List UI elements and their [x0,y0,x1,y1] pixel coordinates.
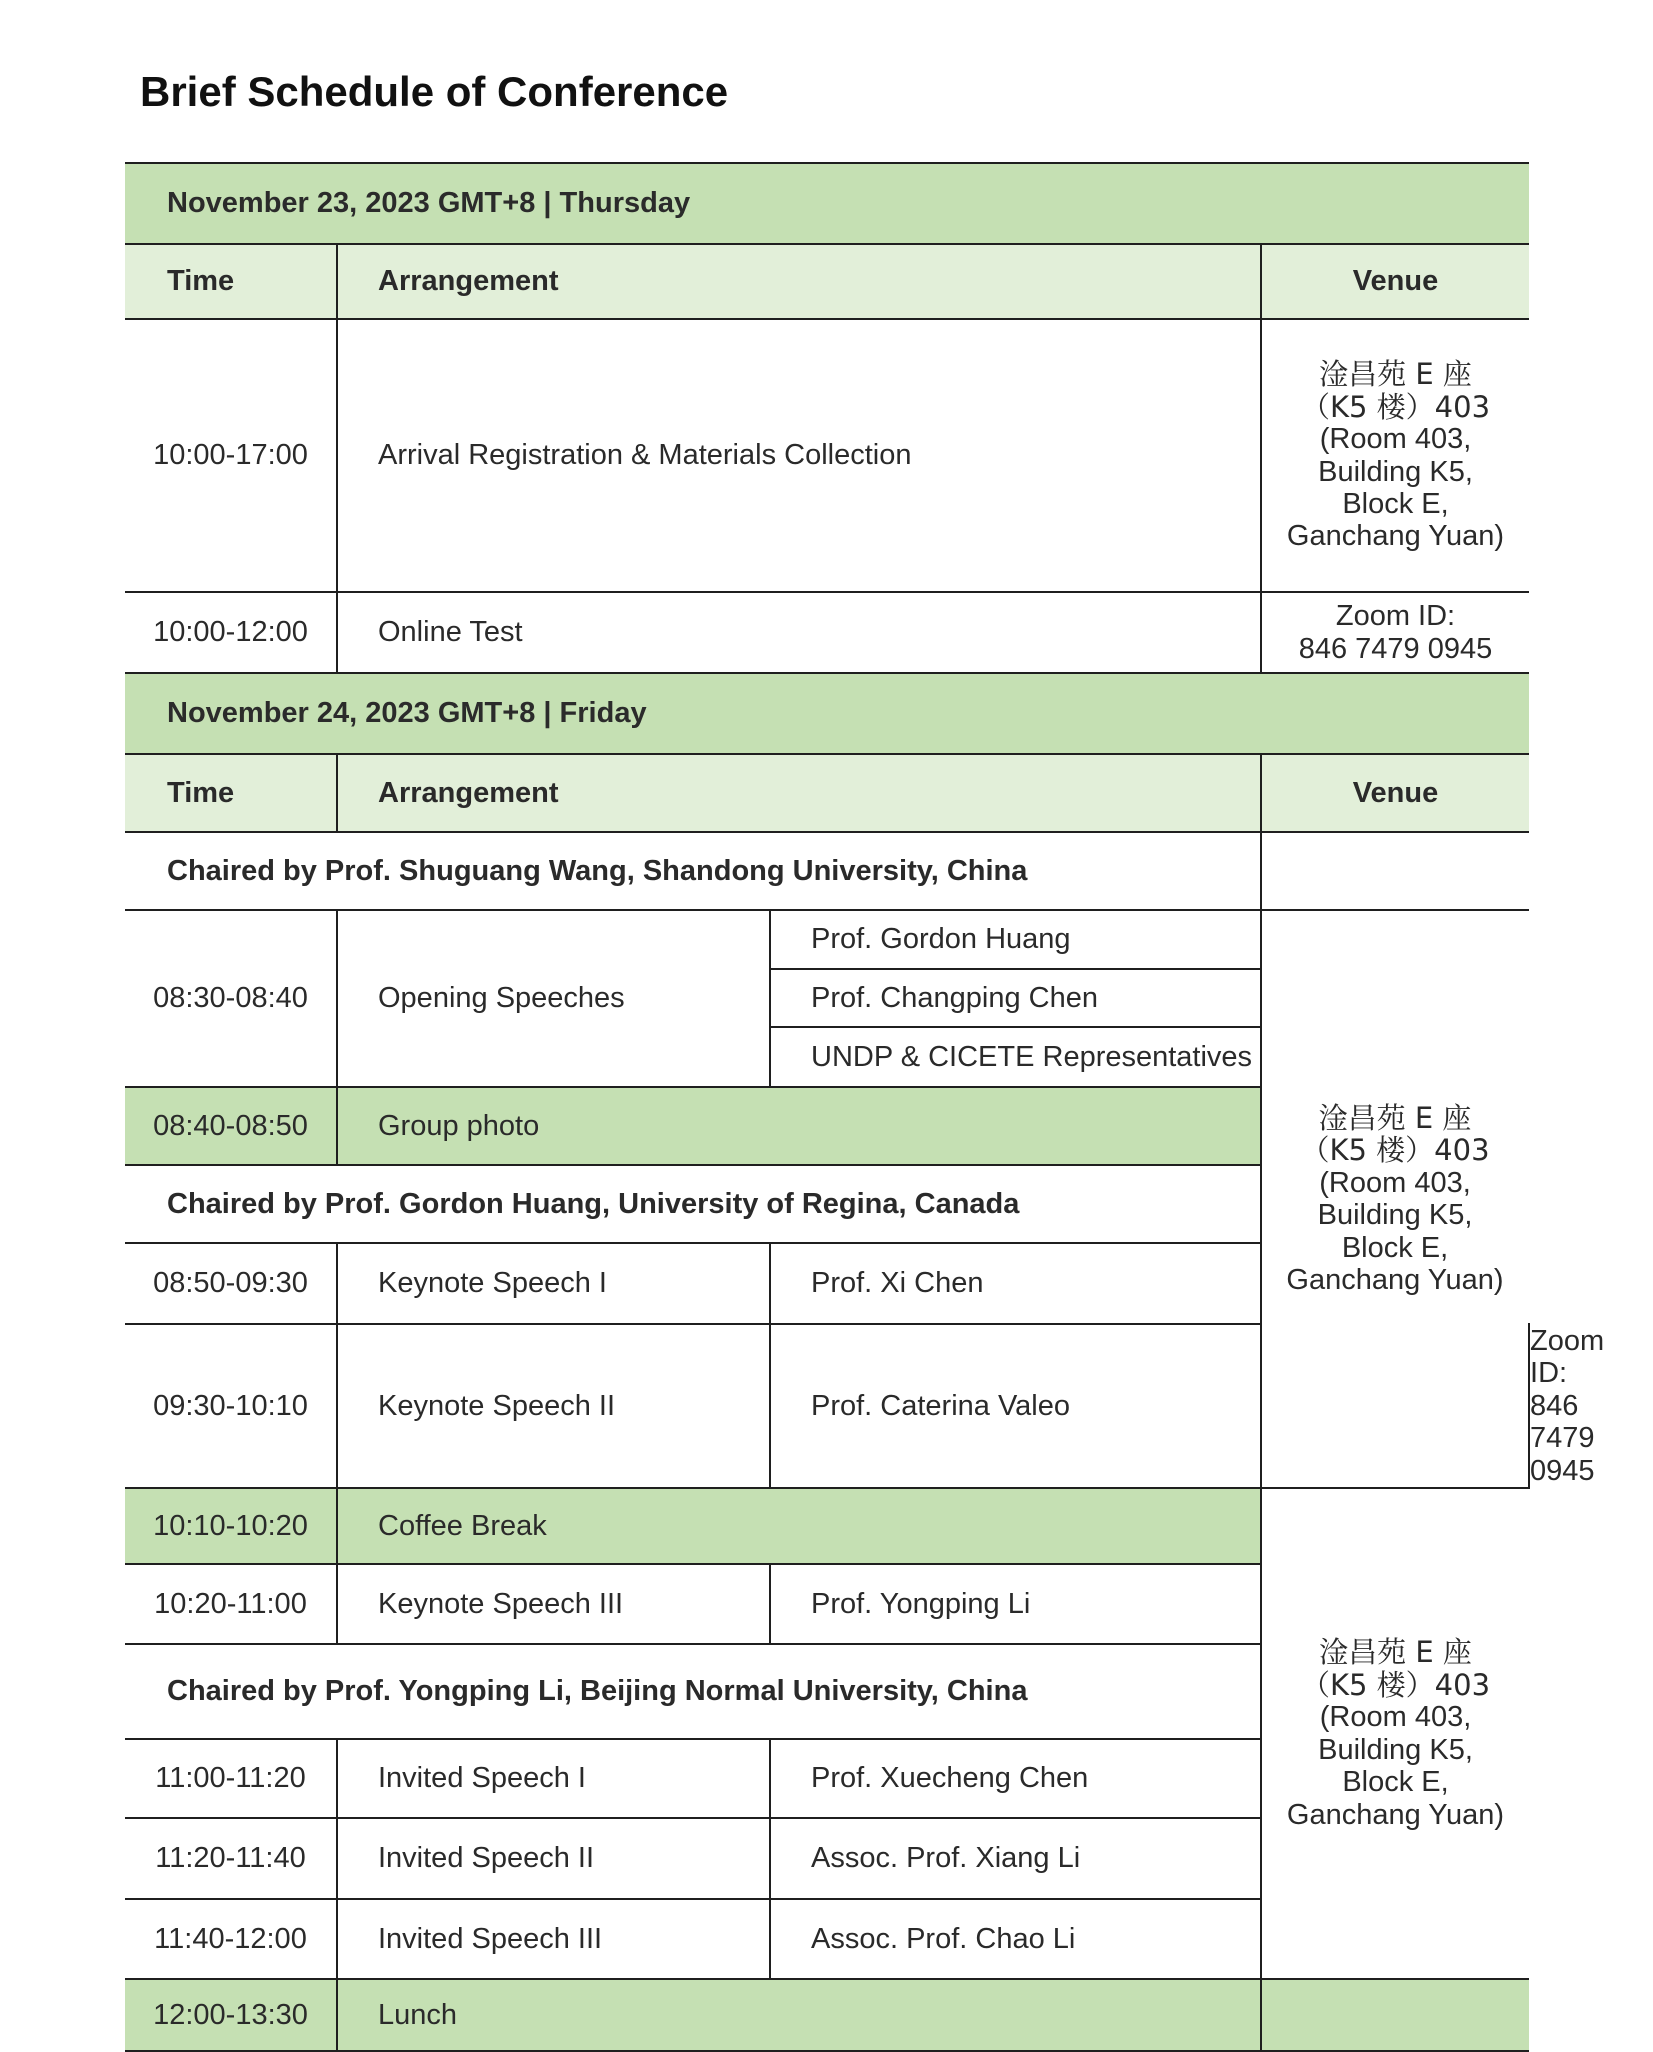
time-cell: 10:10-10:20 [125,1488,337,1564]
venue-line: （K5 楼）403 [1300,1667,1491,1702]
time-cell: 08:40-08:50 [125,1087,337,1165]
venue-line: Ganchang Yuan) [1286,1798,1505,1831]
time-cell: 08:30-08:40 [125,910,337,1087]
arrangement-cell: Opening Speeches [337,910,770,1087]
chair-text: Chaired by Prof. Shuguang Wang, Shandong University, China [125,832,1261,910]
arrangement-cell: Keynote Speech I [337,1243,770,1324]
day-header-nov-23 [125,163,1529,244]
chair-row [125,832,1529,910]
venue-line: Block E, [1342,1766,1449,1799]
arrangement-cell: Group photo [337,1087,1261,1165]
day-label: November 24, 2023 GMT+8 | Friday [125,673,1529,754]
page-title: Brief Schedule of Conference [140,68,729,115]
time-cell: 08:50-09:30 [125,1243,337,1324]
table-row [125,592,1529,673]
speaker-cell: UNDP & CICETE Representatives [770,1027,1261,1087]
speaker-cell: Prof. Yongping Li [770,1564,1261,1644]
venue-line: (Room 403, [1319,1701,1472,1734]
venue-cell-empty [1261,1979,1529,2051]
header-time: Time [125,754,337,832]
header-venue: Venue [1261,244,1529,319]
venue-line: （K5 楼）403 [1300,1133,1490,1168]
venue-line: Building K5, [1318,1733,1473,1766]
table-row [125,319,1529,592]
day-label: November 23, 2023 GMT+8 | Thursday [125,163,1529,244]
venue-line: 846 7479 0945 [1298,632,1493,665]
speaker-cell: Prof. Gordon Huang [770,910,1261,969]
table-row: 09:30-10:10 Keynote Speech II Prof. Caterina Valeo Zoom ID: 846 7479 0945 [125,1324,1529,1488]
venue-line: 淦昌苑 E 座 [1318,1100,1472,1135]
venue-line: Ganchang Yuan) [1286,520,1505,553]
arrangement-cell: Arrival Registration & Materials Collection [337,319,1261,592]
time-cell: 11:40-12:00 [125,1899,337,1979]
table-row-opening [125,910,1529,969]
venue-cell [1261,319,1529,592]
header-venue: Venue [1261,754,1529,832]
time-cell: 11:00-11:20 [125,1739,337,1818]
arrangement-cell: Invited Speech I [337,1739,770,1818]
arrangement-cell: Online Test [337,592,1261,673]
chair-text: Chaired by Prof. Gordon Huang, University of Regina, Canada [125,1165,1261,1243]
venue-line: Block E, [1342,487,1449,520]
speaker-cell: Prof. Xuecheng Chen [770,1739,1261,1818]
venue-line: (Room 403, [1319,423,1472,456]
header-arrangement: Arrangement [337,244,1261,319]
speaker-cell: Prof. Caterina Valeo [770,1324,1261,1488]
day-header-nov-24 [125,673,1529,754]
time-cell: 09:30-10:10 [125,1324,337,1488]
venue-cell-empty [1261,832,1529,910]
venue-line: 淦昌苑 E 座 [1319,357,1472,392]
venue-line: Zoom ID: [1335,600,1456,633]
venue-cell [1261,910,1529,1488]
table-row-lunch [125,1979,1529,2051]
arrangement-cell: Coffee Break [337,1488,1261,1564]
table-row-coffee-break [125,1488,1529,1564]
time-cell: 11:20-11:40 [125,1818,337,1899]
time-cell: 10:00-17:00 [125,319,337,592]
speaker-cell: Assoc. Prof. Xiang Li [770,1818,1261,1899]
arrangement-cell: Invited Speech II [337,1818,770,1899]
header-time: Time [125,244,337,319]
venue-line: Building K5, [1317,1199,1473,1232]
venue-line: Building K5, [1318,455,1473,488]
venue-line: (Room 403, [1319,1166,1471,1199]
time-cell: 10:20-11:00 [125,1564,337,1644]
column-header-row [125,754,1529,832]
arrangement-cell: Keynote Speech II [337,1324,770,1488]
speaker-cell: Assoc. Prof. Chao Li [770,1899,1261,1979]
arrangement-cell: Lunch [337,1979,1261,2051]
venue-line: Ganchang Yuan) [1286,1264,1504,1297]
venue-cell [1261,1488,1529,1979]
venue-cell [1261,592,1529,673]
arrangement-cell: Invited Speech III [337,1899,770,1979]
time-cell: 10:00-12:00 [125,592,337,673]
chair-text: Chaired by Prof. Yongping Li, Beijing Normal University, China [125,1644,1261,1739]
schedule-table [125,162,1605,2052]
column-header-row [125,244,1529,319]
speaker-cell: Prof. Xi Chen [770,1243,1261,1324]
venue-line: （K5 楼）403 [1300,389,1491,424]
time-cell: 12:00-13:30 [125,1979,337,2051]
arrangement-cell: Keynote Speech III [337,1564,770,1644]
header-arrangement: Arrangement [337,754,1261,832]
venue-line: 淦昌苑 E 座 [1319,1635,1472,1670]
speaker-cell: Prof. Changping Chen [770,969,1261,1027]
venue-line: Block E, [1341,1231,1449,1264]
